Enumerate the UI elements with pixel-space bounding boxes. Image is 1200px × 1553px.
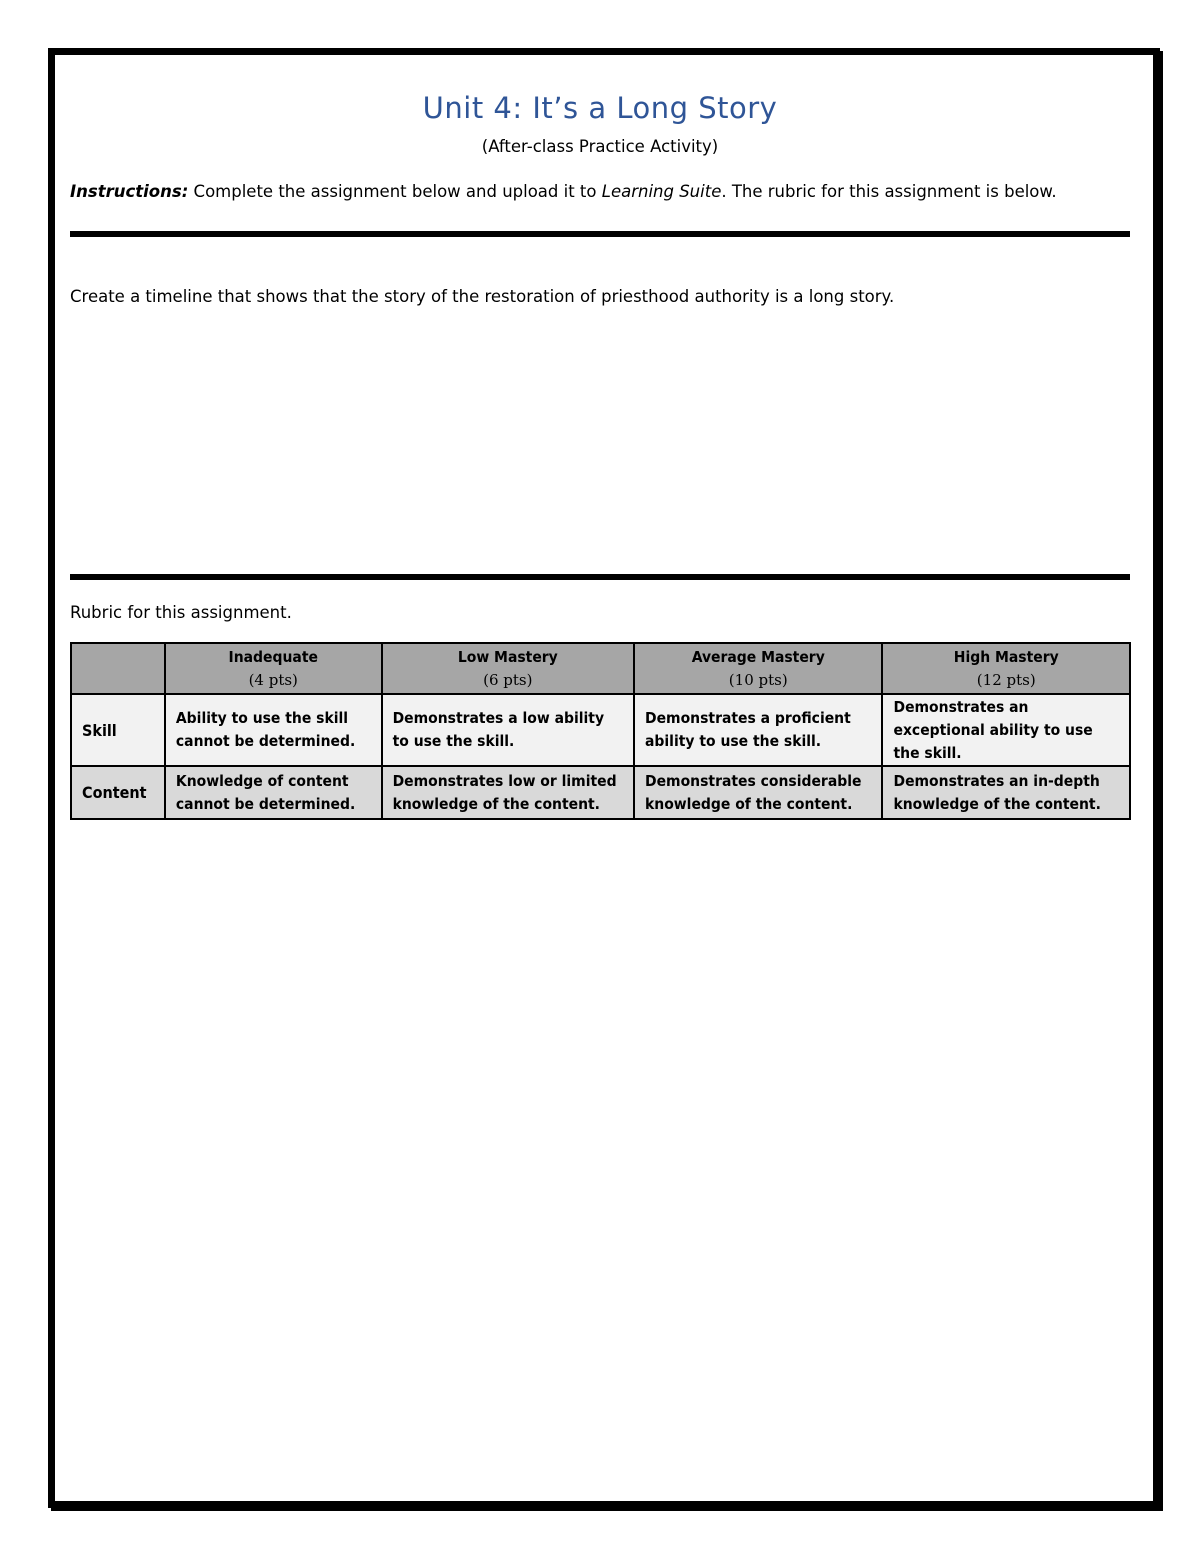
- rubric-cell: Demonstrates an exceptional ability to use the skill.: [882, 694, 1130, 766]
- top-divider: [70, 231, 1130, 237]
- rubric-cell: Demonstrates low or limited knowledge of the content.: [382, 766, 634, 819]
- rubric-cell: Demonstrates considerable knowledge of the content.: [634, 766, 882, 819]
- rubric-cell: Demonstrates a low ability to use the skill.: [382, 694, 634, 766]
- rubric-header-label: High Mastery: [953, 647, 1059, 666]
- rubric-intro: Rubric for this assignment.: [70, 603, 292, 622]
- rubric-header-points: (6 pts): [483, 670, 533, 689]
- rubric-header-label: Inadequate: [228, 647, 318, 666]
- rubric-table: [70, 642, 1131, 820]
- rubric-header-low-mastery: [382, 643, 634, 694]
- instructions-lead: Instructions:: [70, 182, 189, 201]
- rubric-cell: Demonstrates an in-depth knowledge of the content.: [882, 766, 1130, 819]
- rubric-header-points: (12 pts): [976, 670, 1036, 689]
- assignment-prompt: Create a timeline that shows that the story of the restoration of priesthood authority is a long story.: [70, 287, 895, 306]
- rubric-header-label: Average Mastery: [691, 647, 825, 666]
- rubric-corner-cell: [71, 643, 165, 694]
- rubric-row-label: Content: [71, 766, 165, 819]
- rubric-header-average-mastery: [634, 643, 882, 694]
- bottom-divider: [70, 574, 1130, 580]
- rubric-header-label: Low Mastery: [457, 647, 558, 666]
- instructions-platform: Learning Suite: [601, 182, 722, 201]
- rubric-cell: Knowledge of content cannot be determined.: [165, 766, 382, 819]
- rubric-row-skill: [71, 694, 1130, 766]
- rubric-header-points: (10 pts): [728, 670, 788, 689]
- rubric-header-row: [71, 643, 1130, 694]
- page-subtitle: (After-class Practice Activity): [481, 137, 719, 156]
- rubric-row-content: [71, 766, 1130, 819]
- rubric-row-label: Skill: [71, 694, 165, 766]
- instructions-text-after: . The rubric for this assignment is below.: [721, 182, 1057, 201]
- rubric-header-points: (4 pts): [248, 670, 298, 689]
- rubric-cell: Demonstrates a proficient ability to use the skill.: [634, 694, 882, 766]
- rubric-cell: Ability to use the skill cannot be determined.: [165, 694, 382, 766]
- instructions-text-before: Complete the assignment below and upload it to: [188, 182, 602, 201]
- rubric-header-high-mastery: [882, 643, 1130, 694]
- instructions: [70, 182, 1140, 201]
- page-title: Unit 4: It’s a Long Story: [422, 91, 778, 125]
- rubric-header-inadequate: [165, 643, 382, 694]
